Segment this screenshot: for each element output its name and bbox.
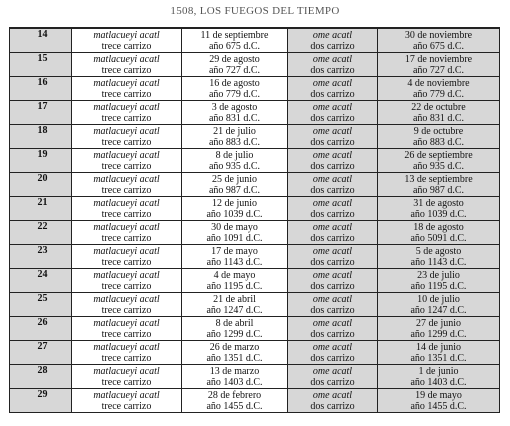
nahuatl-translation-2: dos carrizo — [310, 112, 355, 124]
gregorian-year: año 1143 d.C. — [206, 256, 263, 268]
gregorian-year: año 1195 d.C. — [206, 280, 263, 292]
gregorian-date-cell-2 — [378, 125, 500, 149]
nahuatl-date-cell-2 — [288, 101, 378, 125]
row-number: 26 — [10, 317, 72, 341]
nahuatl-translation: trece carrizo — [101, 304, 152, 316]
gregorian-date-cell-2 — [378, 221, 500, 245]
gregorian-date-cell-2 — [378, 149, 500, 173]
gregorian-date-cell-2 — [378, 53, 500, 77]
nahuatl-date-cell — [72, 149, 182, 173]
nahuatl-date-cell-2 — [288, 317, 378, 341]
nahuatl-date-cell — [72, 269, 182, 293]
nahuatl-date-cell-2 — [288, 341, 378, 365]
gregorian-date: 29 de agosto — [209, 53, 260, 65]
nahuatl-date-cell-2 — [288, 28, 378, 53]
gregorian-date: 21 de julio — [213, 125, 256, 137]
gregorian-date-cell-2 — [378, 28, 500, 53]
nahuatl-name: matlacueyi acatl — [93, 269, 160, 281]
fires-table-body — [10, 28, 500, 413]
gregorian-date-cell — [182, 197, 288, 221]
nahuatl-translation: trece carrizo — [101, 136, 152, 148]
nahuatl-date-cell — [72, 197, 182, 221]
nahuatl-date-cell-2 — [288, 269, 378, 293]
gregorian-year: año 1351 d.C. — [206, 352, 263, 364]
gregorian-year: año 831 d.C. — [208, 112, 261, 124]
gregorian-date: 16 de agosto — [209, 77, 260, 89]
table-row — [10, 101, 500, 125]
gregorian-year-2: año 1195 d.C. — [410, 280, 467, 292]
gregorian-year: año 779 d.C. — [208, 88, 261, 100]
nahuatl-date-cell — [72, 389, 182, 413]
table-row — [10, 389, 500, 413]
gregorian-year: año 1299 d.C. — [206, 328, 263, 340]
row-number: 24 — [10, 269, 72, 293]
nahuatl-name-2: ome acatl — [312, 125, 353, 137]
nahuatl-date-cell — [72, 28, 182, 53]
nahuatl-date-cell — [72, 245, 182, 269]
nahuatl-translation: trece carrizo — [101, 64, 152, 76]
gregorian-date: 8 de julio — [215, 149, 254, 161]
gregorian-date-cell — [182, 245, 288, 269]
nahuatl-translation: trece carrizo — [101, 112, 152, 124]
table-row — [10, 125, 500, 149]
row-number: 18 — [10, 125, 72, 149]
table-row — [10, 149, 500, 173]
row-number: 17 — [10, 101, 72, 125]
nahuatl-name-2: ome acatl — [312, 269, 353, 281]
nahuatl-translation: trece carrizo — [101, 352, 152, 364]
gregorian-date-cell — [182, 365, 288, 389]
gregorian-year: año 935 d.C. — [208, 160, 261, 172]
gregorian-date-2: 18 de agosto — [413, 221, 464, 233]
gregorian-date-2: 1 de junio — [418, 365, 459, 377]
gregorian-date-2: 5 de agosto — [415, 245, 462, 257]
nahuatl-name: matlacueyi acatl — [93, 389, 160, 401]
nahuatl-translation-2: dos carrizo — [310, 232, 355, 244]
row-number: 20 — [10, 173, 72, 197]
row-number: 14 — [10, 28, 72, 53]
nahuatl-date-cell — [72, 221, 182, 245]
nahuatl-date-cell-2 — [288, 293, 378, 317]
nahuatl-translation-2: dos carrizo — [310, 352, 355, 364]
nahuatl-date-cell — [72, 77, 182, 101]
nahuatl-translation: trece carrizo — [101, 40, 152, 52]
gregorian-year-2: año 987 d.C. — [412, 184, 465, 196]
gregorian-date-cell — [182, 317, 288, 341]
nahuatl-translation-2: dos carrizo — [310, 184, 355, 196]
gregorian-year-2: año 935 d.C. — [412, 160, 465, 172]
gregorian-date-cell-2 — [378, 101, 500, 125]
gregorian-date-2: 14 de junio — [416, 341, 461, 353]
nahuatl-name-2: ome acatl — [312, 221, 353, 233]
row-number: 23 — [10, 245, 72, 269]
row-number: 19 — [10, 149, 72, 173]
nahuatl-translation: trece carrizo — [101, 376, 152, 388]
gregorian-date: 21 de abril — [213, 293, 256, 305]
gregorian-date-cell — [182, 149, 288, 173]
nahuatl-name-2: ome acatl — [312, 101, 353, 113]
gregorian-date-cell-2 — [378, 317, 500, 341]
nahuatl-name-2: ome acatl — [312, 173, 353, 185]
nahuatl-name: matlacueyi acatl — [93, 101, 160, 113]
gregorian-year: año 1403 d.C. — [206, 376, 263, 388]
gregorian-year-2: año 831 d.C. — [412, 112, 465, 124]
nahuatl-name: matlacueyi acatl — [93, 245, 160, 257]
gregorian-date-cell — [182, 221, 288, 245]
nahuatl-translation-2: dos carrizo — [310, 328, 355, 340]
gregorian-year-2: año 883 d.C. — [412, 136, 465, 148]
gregorian-date-cell-2 — [378, 77, 500, 101]
nahuatl-translation-2: dos carrizo — [310, 376, 355, 388]
nahuatl-date-cell — [72, 341, 182, 365]
gregorian-date-cell — [182, 293, 288, 317]
gregorian-date-2: 17 de noviembre — [404, 53, 473, 65]
nahuatl-name-2: ome acatl — [312, 293, 353, 305]
nahuatl-name: matlacueyi acatl — [93, 53, 160, 65]
gregorian-date-cell-2 — [378, 365, 500, 389]
nahuatl-translation: trece carrizo — [101, 160, 152, 172]
gregorian-date-cell-2 — [378, 293, 500, 317]
nahuatl-name-2: ome acatl — [312, 149, 353, 161]
gregorian-year-2: año 779 d.C. — [412, 88, 465, 100]
nahuatl-date-cell-2 — [288, 197, 378, 221]
nahuatl-date-cell — [72, 53, 182, 77]
fires-table — [9, 27, 500, 413]
gregorian-date-cell — [182, 173, 288, 197]
gregorian-date-cell-2 — [378, 245, 500, 269]
gregorian-year-2: año 1351 d.C. — [410, 352, 467, 364]
gregorian-date: 3 de agosto — [211, 101, 258, 113]
gregorian-date-cell — [182, 341, 288, 365]
gregorian-date-cell — [182, 53, 288, 77]
row-number: 16 — [10, 77, 72, 101]
gregorian-date-2: 23 de julio — [417, 269, 460, 281]
gregorian-year: año 1039 d.C. — [206, 208, 263, 220]
gregorian-year: año 675 d.C. — [208, 40, 261, 52]
nahuatl-name-2: ome acatl — [312, 197, 353, 209]
nahuatl-translation: trece carrizo — [101, 208, 152, 220]
gregorian-date-cell-2 — [378, 389, 500, 413]
gregorian-year-2: año 675 d.C. — [412, 40, 465, 52]
row-number: 27 — [10, 341, 72, 365]
nahuatl-translation: trece carrizo — [101, 88, 152, 100]
nahuatl-translation: trece carrizo — [101, 328, 152, 340]
gregorian-date-2: 27 de junio — [416, 317, 461, 329]
gregorian-date-cell-2 — [378, 341, 500, 365]
gregorian-date: 12 de junio — [212, 197, 257, 209]
nahuatl-translation-2: dos carrizo — [310, 304, 355, 316]
gregorian-date: 26 de marzo — [209, 341, 260, 353]
row-number: 28 — [10, 365, 72, 389]
table-row — [10, 365, 500, 389]
gregorian-date-2: 30 de noviembre — [404, 29, 473, 41]
gregorian-year-2: año 1143 d.C. — [410, 256, 467, 268]
table-row — [10, 221, 500, 245]
nahuatl-name-2: ome acatl — [312, 29, 353, 41]
nahuatl-name: matlacueyi acatl — [93, 365, 160, 377]
gregorian-date: 30 de mayo — [211, 221, 258, 233]
nahuatl-name: matlacueyi acatl — [93, 125, 160, 137]
nahuatl-translation-2: dos carrizo — [310, 136, 355, 148]
nahuatl-translation-2: dos carrizo — [310, 64, 355, 76]
nahuatl-name: matlacueyi acatl — [93, 197, 160, 209]
nahuatl-date-cell-2 — [288, 365, 378, 389]
gregorian-date-cell — [182, 77, 288, 101]
row-number: 29 — [10, 389, 72, 413]
nahuatl-name: matlacueyi acatl — [93, 293, 160, 305]
gregorian-date-2: 4 de noviembre — [407, 77, 470, 89]
gregorian-date-2: 22 de octubre — [411, 101, 466, 113]
gregorian-date: 25 de junio — [212, 173, 257, 185]
table-row — [10, 341, 500, 365]
gregorian-date-cell — [182, 125, 288, 149]
table-row — [10, 293, 500, 317]
gregorian-year-2: año 1247 d.C. — [410, 304, 467, 316]
gregorian-date-cell — [182, 28, 288, 53]
nahuatl-translation-2: dos carrizo — [310, 160, 355, 172]
nahuatl-name-2: ome acatl — [312, 389, 353, 401]
gregorian-year-2: año 1455 d.C. — [410, 400, 467, 412]
nahuatl-translation: trece carrizo — [101, 184, 152, 196]
gregorian-date: 4 de mayo — [213, 269, 256, 281]
nahuatl-translation: trece carrizo — [101, 256, 152, 268]
gregorian-year-2: año 1039 d.C. — [410, 208, 467, 220]
nahuatl-date-cell — [72, 317, 182, 341]
nahuatl-name-2: ome acatl — [312, 53, 353, 65]
row-number: 15 — [10, 53, 72, 77]
gregorian-date-2: 26 de septiembre — [404, 149, 473, 161]
nahuatl-name-2: ome acatl — [312, 317, 353, 329]
gregorian-year-2: año 1299 d.C. — [410, 328, 467, 340]
gregorian-date-cell — [182, 101, 288, 125]
gregorian-date: 17 de mayo — [211, 245, 258, 257]
row-number: 21 — [10, 197, 72, 221]
nahuatl-name-2: ome acatl — [312, 77, 353, 89]
gregorian-date: 11 de septiembre — [200, 29, 269, 41]
table-row — [10, 245, 500, 269]
nahuatl-name-2: ome acatl — [312, 245, 353, 257]
gregorian-date-2: 31 de agosto — [413, 197, 464, 209]
table-row — [10, 173, 500, 197]
gregorian-year: año 1247 d.C. — [206, 304, 263, 316]
table-row — [10, 269, 500, 293]
nahuatl-translation-2: dos carrizo — [310, 88, 355, 100]
gregorian-date: 28 de febrero — [207, 389, 262, 401]
table-row — [10, 197, 500, 221]
nahuatl-date-cell — [72, 293, 182, 317]
nahuatl-translation-2: dos carrizo — [310, 400, 355, 412]
nahuatl-name: matlacueyi acatl — [93, 149, 160, 161]
nahuatl-translation-2: dos carrizo — [310, 280, 355, 292]
nahuatl-date-cell-2 — [288, 173, 378, 197]
nahuatl-date-cell — [72, 173, 182, 197]
nahuatl-name: matlacueyi acatl — [93, 29, 160, 41]
nahuatl-name: matlacueyi acatl — [93, 77, 160, 89]
nahuatl-date-cell-2 — [288, 53, 378, 77]
nahuatl-translation: trece carrizo — [101, 280, 152, 292]
nahuatl-translation-2: dos carrizo — [310, 256, 355, 268]
gregorian-year-2: año 727 d.C. — [412, 64, 465, 76]
nahuatl-translation-2: dos carrizo — [310, 208, 355, 220]
nahuatl-date-cell — [72, 365, 182, 389]
gregorian-year: año 727 d.C. — [208, 64, 261, 76]
nahuatl-date-cell-2 — [288, 245, 378, 269]
nahuatl-date-cell — [72, 125, 182, 149]
nahuatl-translation: trece carrizo — [101, 400, 152, 412]
gregorian-date-cell — [182, 269, 288, 293]
gregorian-date-cell-2 — [378, 173, 500, 197]
nahuatl-name: matlacueyi acatl — [93, 341, 160, 353]
nahuatl-translation: trece carrizo — [101, 232, 152, 244]
nahuatl-date-cell-2 — [288, 125, 378, 149]
table-row — [10, 77, 500, 101]
table-row — [10, 317, 500, 341]
gregorian-date-cell — [182, 389, 288, 413]
gregorian-date-2: 9 de octubre — [413, 125, 464, 137]
nahuatl-name-2: ome acatl — [312, 341, 353, 353]
gregorian-year-2: año 5091 d.C. — [410, 232, 467, 244]
nahuatl-name: matlacueyi acatl — [93, 221, 160, 233]
gregorian-date-2: 10 de julio — [417, 293, 460, 305]
table-row — [10, 53, 500, 77]
nahuatl-date-cell-2 — [288, 149, 378, 173]
gregorian-year-2: año 1403 d.C. — [410, 376, 467, 388]
nahuatl-date-cell-2 — [288, 389, 378, 413]
gregorian-year: año 883 d.C. — [208, 136, 261, 148]
gregorian-year: año 1455 d.C. — [206, 400, 263, 412]
gregorian-date-2: 19 de mayo — [415, 389, 462, 401]
table-row — [10, 28, 500, 53]
nahuatl-name-2: ome acatl — [312, 365, 353, 377]
gregorian-date-2: 13 de septiembre — [404, 173, 473, 185]
gregorian-year: año 987 d.C. — [208, 184, 261, 196]
row-number: 25 — [10, 293, 72, 317]
running-head: 1508, LOS FUEGOS DEL TIEMPO — [170, 5, 340, 17]
row-number: 22 — [10, 221, 72, 245]
gregorian-date: 13 de marzo — [209, 365, 260, 377]
nahuatl-translation-2: dos carrizo — [310, 40, 355, 52]
nahuatl-date-cell-2 — [288, 221, 378, 245]
gregorian-date-cell-2 — [378, 269, 500, 293]
nahuatl-date-cell — [72, 101, 182, 125]
nahuatl-name: matlacueyi acatl — [93, 173, 160, 185]
gregorian-date-cell-2 — [378, 197, 500, 221]
gregorian-date: 8 de abril — [215, 317, 254, 329]
nahuatl-name: matlacueyi acatl — [93, 317, 160, 329]
gregorian-year: año 1091 d.C. — [206, 232, 263, 244]
nahuatl-date-cell-2 — [288, 77, 378, 101]
